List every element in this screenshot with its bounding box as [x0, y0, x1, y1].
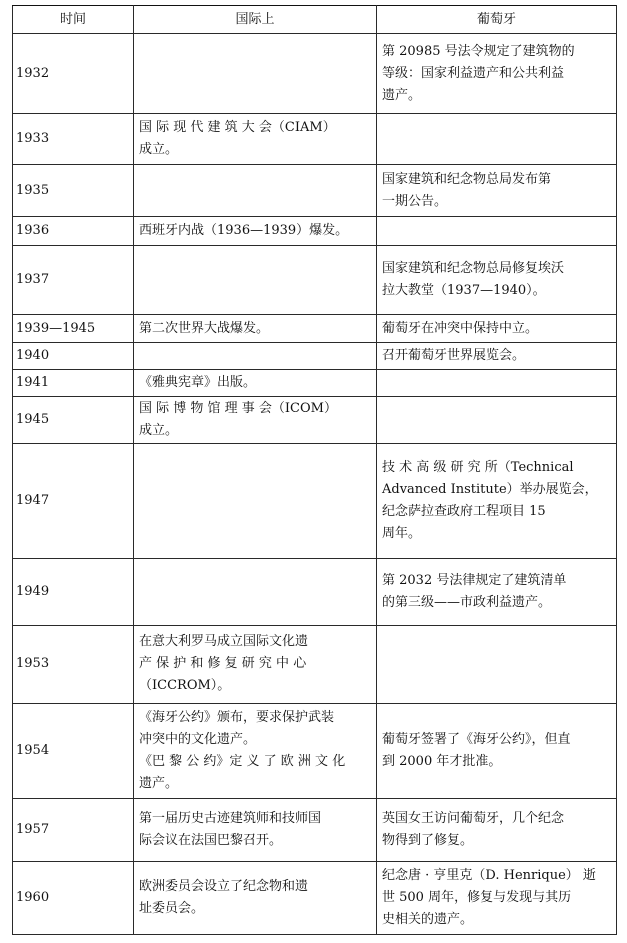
table-row: [13, 370, 617, 397]
portugal-cell: [377, 703, 617, 799]
international-text-line: 欧洲委员会设立了纪念物和遗: [139, 878, 309, 894]
table-row: [13, 444, 617, 559]
timeline-table: [12, 5, 617, 935]
portugal-text-line: 到 2000 年才批准。: [382, 754, 502, 770]
table-row: [13, 861, 617, 934]
international-cell: [134, 34, 377, 114]
portugal-cell: [377, 397, 617, 444]
portugal-cell: [377, 370, 617, 397]
table-row: [13, 34, 617, 114]
year-cell: 1935: [13, 165, 134, 217]
year-cell: 1947: [13, 444, 134, 559]
year-cell: 1957: [13, 799, 134, 861]
international-text-line: 在意大利罗马成立国际文化遗: [139, 634, 309, 650]
portugal-cell: [377, 165, 617, 217]
portugal-text-line: 拉大教堂（1937—1940）。: [382, 283, 546, 299]
portugal-text-line: 物得到了修复。: [382, 833, 474, 849]
portugal-text-line: 葡萄牙在冲突中保持中立。: [382, 320, 539, 336]
international-cell: [134, 165, 377, 217]
portugal-text-line: 召开葡萄牙世界展览会。: [382, 348, 526, 364]
portugal-text-line: 第 20985 号法令规定了建筑物的: [382, 43, 575, 59]
portugal-text-line: 国家建筑和纪念物总局修复埃沃: [382, 261, 565, 277]
table-row: [13, 343, 617, 370]
international-text-line: 《雅典宪章》出版。: [139, 375, 257, 391]
year-cell: 1936: [13, 217, 134, 246]
international-cell: [134, 397, 377, 444]
table-row: [13, 703, 617, 799]
international-text-line: 冲突中的文化遗产。: [139, 732, 257, 748]
international-text-line: 产 保 护 和 修 复 研 究 中 心: [139, 656, 307, 672]
international-text-line: 成立。: [139, 423, 179, 439]
portugal-cell: [377, 343, 617, 370]
year-cell: 1960: [13, 861, 134, 934]
portugal-text-line: 纪念唐 · 亨里克（D. Henrique） 逝: [382, 867, 596, 883]
year-cell: 1953: [13, 625, 134, 703]
portugal-cell: [377, 217, 617, 246]
portugal-cell: [377, 444, 617, 559]
international-text-line: 《巴 黎 公 约》定 义 了 欧 洲 文 化: [139, 754, 346, 770]
year-cell: 1932: [13, 34, 134, 114]
portugal-text-line: 纪念萨拉查政府工程项目 15: [382, 504, 546, 520]
year-cell: 1954: [13, 703, 134, 799]
header-international: 国际上: [134, 6, 377, 34]
portugal-text-line: 一期公告。: [382, 193, 448, 209]
international-cell: [134, 114, 377, 165]
international-text-line: 西班牙内战（1936—1939）爆发。: [139, 223, 349, 239]
portugal-text-line: 等级：国家利益遗产和公共利益: [382, 65, 565, 81]
portugal-cell: [377, 246, 617, 315]
international-cell: [134, 246, 377, 315]
year-cell: 1940: [13, 343, 134, 370]
table-row: [13, 625, 617, 703]
international-cell: [134, 343, 377, 370]
table-row: [13, 165, 617, 217]
international-text-line: 国 际 博 物 馆 理 事 会（ICOM）: [139, 401, 337, 417]
table-row: [13, 315, 617, 343]
international-text-line: 国 际 现 代 建 筑 大 会（CIAM）: [139, 120, 336, 136]
international-cell: [134, 799, 377, 861]
table-row: [13, 246, 617, 315]
year-cell: 1933: [13, 114, 134, 165]
portugal-text-line: 史相关的遗产。: [382, 911, 474, 927]
international-cell: [134, 444, 377, 559]
international-text-line: 遗产。: [139, 776, 179, 792]
international-cell: [134, 861, 377, 934]
portugal-text-line: 的第三级——市政利益遗产。: [382, 594, 552, 610]
international-cell: [134, 703, 377, 799]
international-text-line: 第一届历史古迹建筑师和技师国: [139, 811, 322, 827]
table-body: [13, 34, 617, 935]
header-year: 时间: [13, 6, 134, 34]
table-row: [13, 217, 617, 246]
year-cell: 1937: [13, 246, 134, 315]
portugal-text-line: 技 术 高 级 研 究 所（Technical: [382, 460, 574, 476]
portugal-cell: [377, 861, 617, 934]
table-row: [13, 558, 617, 625]
international-cell: [134, 625, 377, 703]
portugal-text-line: 世 500 周年，修复与发现与其历: [382, 889, 572, 905]
international-text-line: 第二次世界大战爆发。: [139, 320, 270, 336]
portugal-text-line: 英国女王访问葡萄牙，几个纪念: [382, 811, 565, 827]
year-cell: 1949: [13, 558, 134, 625]
international-cell: [134, 315, 377, 343]
portugal-text-line: 国家建筑和纪念物总局发布第: [382, 171, 552, 187]
international-cell: [134, 370, 377, 397]
portugal-cell: [377, 315, 617, 343]
table-row: [13, 397, 617, 444]
international-cell: [134, 217, 377, 246]
document-page: [12, 5, 616, 935]
portugal-cell: [377, 799, 617, 861]
portugal-cell: [377, 625, 617, 703]
year-cell: 1939—1945: [13, 315, 134, 343]
portugal-text-line: 葡萄牙签署了《海牙公约》，但直: [382, 732, 571, 748]
portugal-cell: [377, 34, 617, 114]
international-text-line: 成立。: [139, 142, 179, 158]
international-text-line: （ICCROM）。: [139, 678, 231, 694]
portugal-cell: [377, 558, 617, 625]
header-portugal: 葡萄牙: [377, 6, 617, 34]
portugal-text-line: 遗产。: [382, 87, 422, 103]
year-cell: 1945: [13, 397, 134, 444]
year-cell: 1941: [13, 370, 134, 397]
table-row: [13, 114, 617, 165]
portugal-text-line: 第 2032 号法律规定了建筑清单: [382, 572, 567, 588]
international-text-line: 际会议在法国巴黎召开。: [139, 833, 283, 849]
international-text-line: 《海牙公约》颁布，要求保护武装: [139, 710, 335, 726]
international-text-line: 址委员会。: [139, 900, 205, 916]
portugal-text-line: 周年。: [382, 526, 422, 542]
table-row: [13, 799, 617, 861]
portugal-cell: [377, 114, 617, 165]
table-header-row: [13, 6, 617, 34]
portugal-text-line: Advanced Institute）举办展览会，: [382, 482, 598, 498]
international-cell: [134, 558, 377, 625]
